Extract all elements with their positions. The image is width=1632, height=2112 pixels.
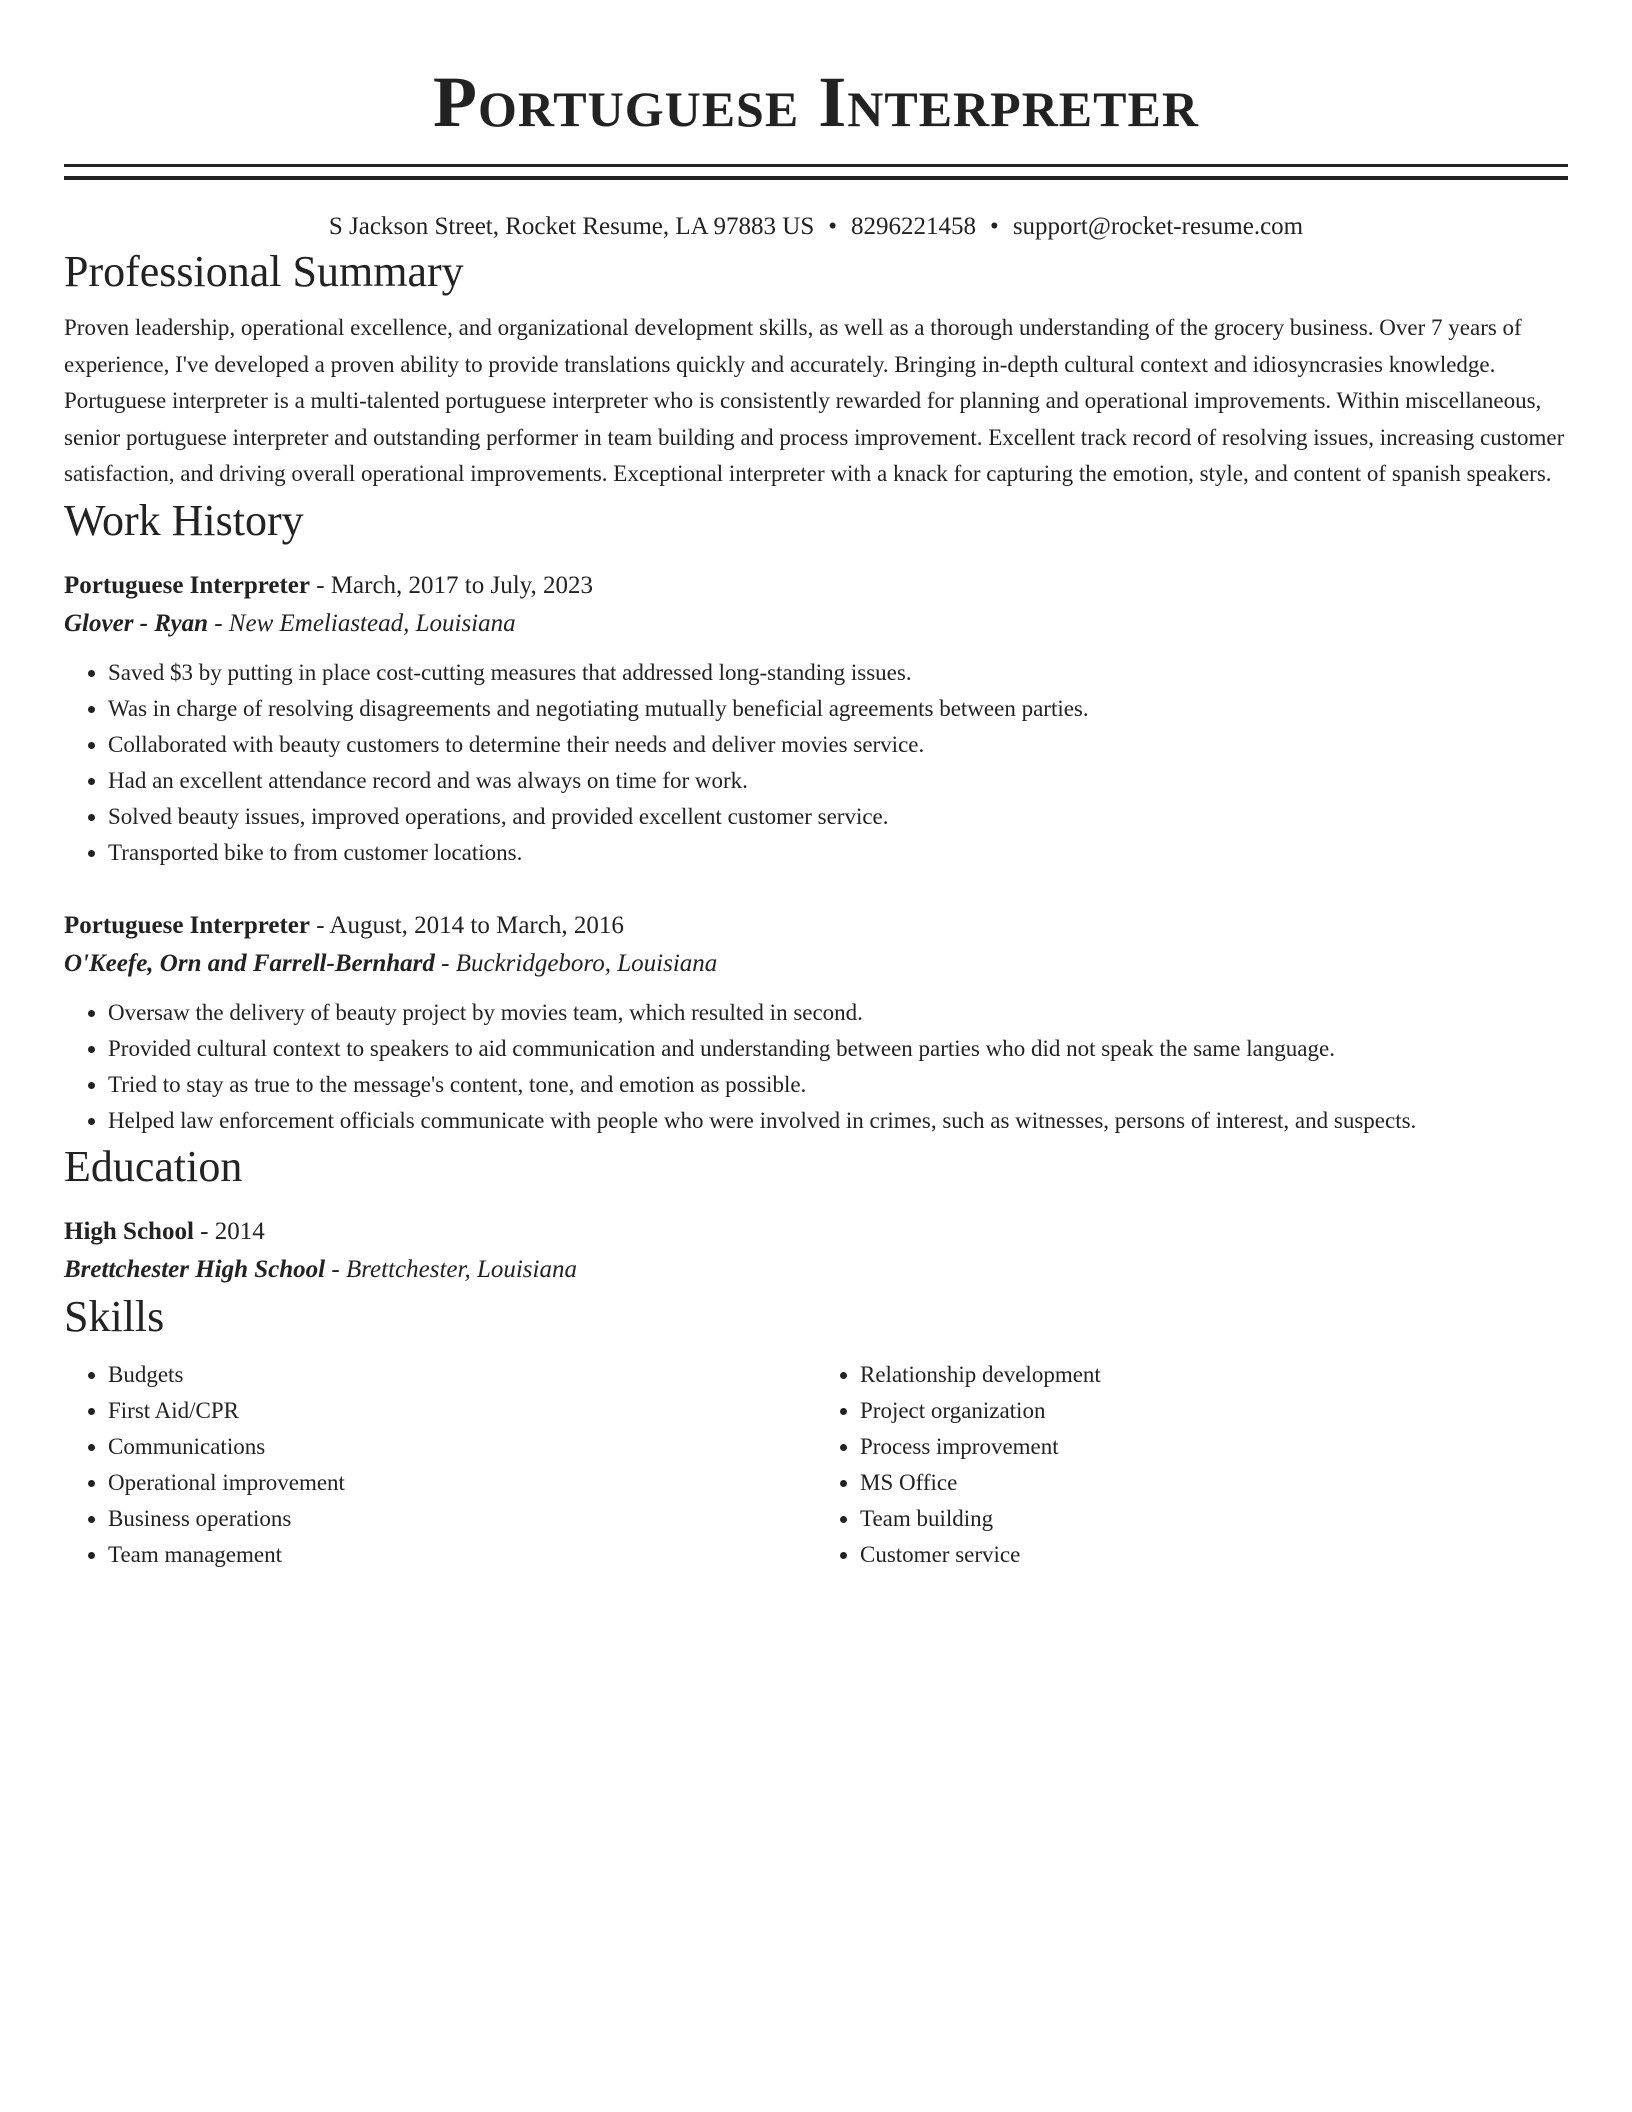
job-title: Portuguese Interpreter <box>64 571 310 599</box>
section-heading-education: Education <box>64 1141 243 1191</box>
job-dates: - August, 2014 to March, 2016 <box>309 911 624 939</box>
skill-item: • Project organization <box>860 1393 1568 1429</box>
education-degree-line <box>64 1213 1568 1251</box>
header-double-rule <box>64 164 1568 180</box>
job-location: - Buckridgeboro, Louisiana <box>434 949 718 977</box>
job-bullet: • Transported bike to from customer locations. <box>108 835 1568 871</box>
skill-item: • Team management <box>108 1537 816 1573</box>
job-company: O'Keefe, Orn and Farrell-Bernhard <box>64 949 435 977</box>
job-company: Glover - Ryan <box>64 609 208 637</box>
skills-grid <box>64 1357 1568 1573</box>
job-bullet: • Saved $3 by putting in place cost-cutting measures that addressed long-standing issues. <box>108 655 1568 691</box>
job-bullets <box>64 995 1568 1139</box>
job-bullet: • Provided cultural context to speakers to aid communication and understanding between parties who did not speak the same language. <box>108 1031 1568 1067</box>
education-year: - 2014 <box>193 1217 265 1245</box>
job-dates: - March, 2017 to July, 2023 <box>309 571 594 599</box>
skill-item: • Business operations <box>108 1501 816 1537</box>
job-location: - New Emeliastead, Louisiana <box>207 609 516 637</box>
job-bullets <box>64 655 1568 871</box>
job-company-line <box>64 945 1568 983</box>
contact-email: support@rocket-resume.com <box>1012 213 1304 240</box>
contact-phone: 8296221458 <box>851 213 977 240</box>
skill-item: • First Aid/CPR <box>108 1393 816 1429</box>
education-entry <box>64 1213 1568 1289</box>
job-title-line <box>64 907 1568 945</box>
skill-item: • Customer service <box>860 1537 1568 1573</box>
job-bullet: • Collaborated with beauty customers to determine their needs and deliver movies service. <box>108 727 1568 763</box>
job-bullet: • Tried to stay as true to the message's content, tone, and emotion as possible. <box>108 1067 1568 1103</box>
section-heading-work-history: Work History <box>64 495 304 545</box>
contact-address: S Jackson Street, Rocket Resume, LA 97883 US <box>328 213 815 240</box>
contact-separator: • <box>828 213 838 240</box>
skill-item: • Team building <box>860 1501 1568 1537</box>
job-bullet: • Helped law enforcement officials communicate with people who were involved in crimes, such as witnesses, persons of interest, and suspects. <box>108 1103 1568 1139</box>
contact-separator: • <box>990 213 999 240</box>
summary-text: Proven leadership, operational excellence, and organizational development skills, as well as a thorough understanding of the grocery business. Over 7 years of experience, I've developed a proven ability to provide translations quickly and accurately. Bringing in-depth cultural context and idiosyncrasies knowledge. Portuguese interpreter is a multi-talented portuguese interpreter who is consistently rewarded for planning and operational improvements. Within miscellaneous, senior portuguese interpreter and outstanding performer in team building and process improvement. Excellent track record of resolving issues, increasing customer satisfaction, and driving overall operational improvements. Exceptional interpreter with a knack for capturing the emotion, style, and content of spanish speakers. <box>64 315 1565 486</box>
education-location: - Brettchester, Louisiana <box>325 1255 577 1283</box>
skill-item: • Relationship development <box>860 1357 1568 1393</box>
contact-line <box>64 210 1568 244</box>
skill-item: • MS Office <box>860 1465 1568 1501</box>
skills-column-right <box>816 1357 1568 1573</box>
education-school-line <box>64 1251 1568 1289</box>
job-bullet: • Solved beauty issues, improved operations, and provided excellent customer service. <box>108 799 1568 835</box>
job-title-line <box>64 567 1568 605</box>
job-entry <box>64 567 1568 871</box>
resume-name: Portuguese Interpreter <box>433 62 1199 142</box>
job-title: Portuguese Interpreter <box>64 911 310 939</box>
job-entry <box>64 907 1568 1139</box>
job-bullet: • Was in charge of resolving disagreements and negotiating mutually beneficial agreements between parties. <box>108 691 1568 727</box>
education-degree: High School <box>64 1217 194 1245</box>
job-company-line <box>64 605 1568 643</box>
skill-item: • Operational improvement <box>108 1465 816 1501</box>
skill-item: • Process improvement <box>860 1429 1568 1465</box>
job-bullet: • Had an excellent attendance record and was always on time for work. <box>108 763 1568 799</box>
job-bullet: • Oversaw the delivery of beauty project by movies team, which resulted in second. <box>108 995 1568 1031</box>
skill-item: • Budgets <box>108 1357 816 1393</box>
skill-item: • Communications <box>108 1429 816 1465</box>
section-heading-summary: Professional Summary <box>64 247 464 296</box>
skills-column-left <box>64 1357 816 1573</box>
education-school: Brettchester High School <box>64 1255 326 1283</box>
section-heading-skills: Skills <box>64 1291 165 1341</box>
